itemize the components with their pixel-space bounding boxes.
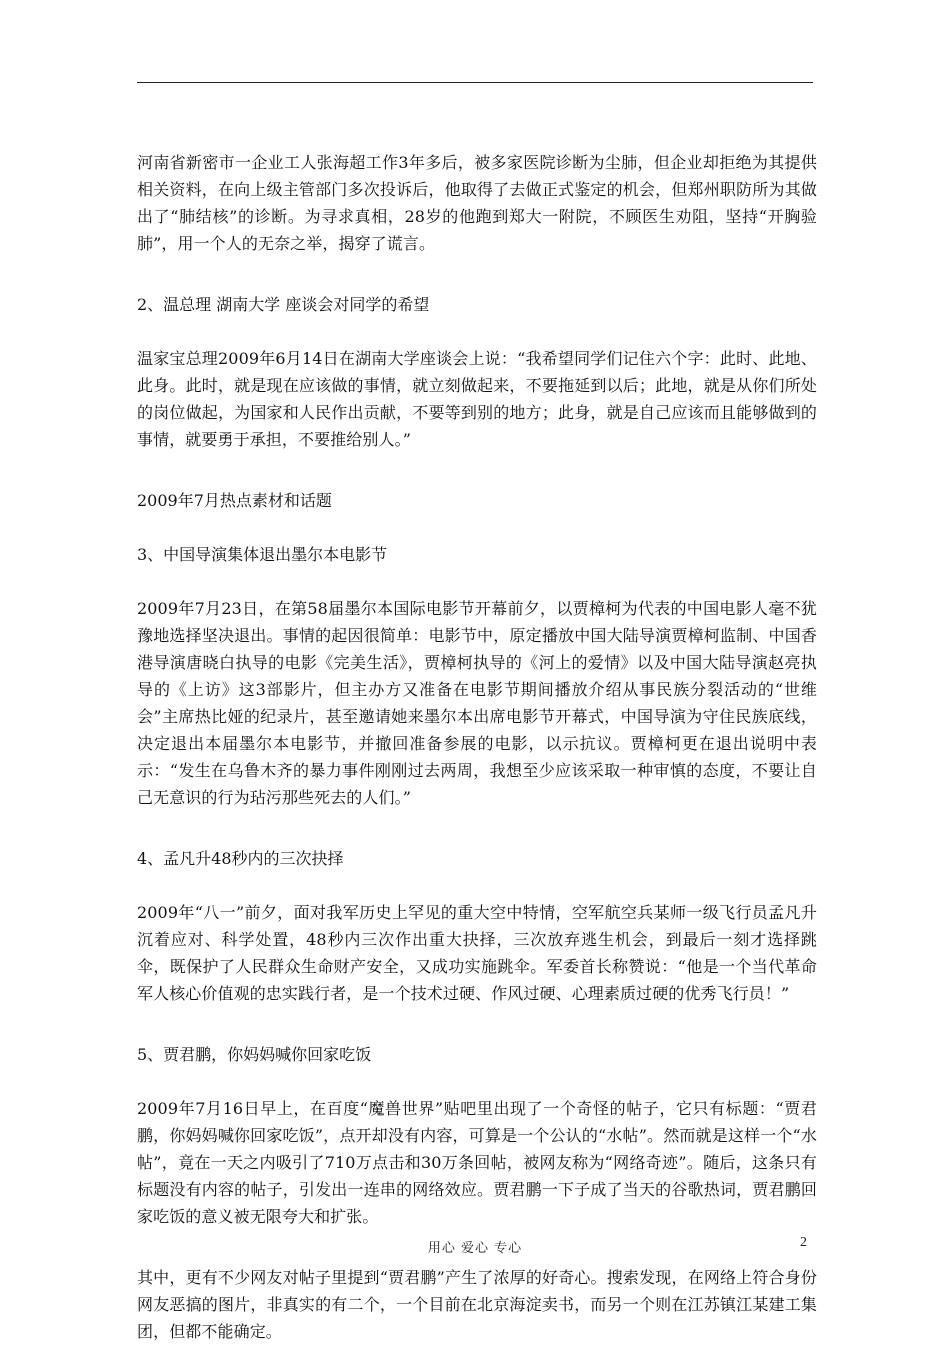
section-heading-3: 3、中国导演集体退出墨尔本电影节 [137, 545, 388, 564]
paragraph-meng-fansheng: 2009年“八一”前夕，面对我军历史上罕见的重大空中特情，空军航空兵某师一级飞行员孟凡升沉着应对、科学处置，48秒内三次作出重大抉择，三次放弃逃生机会，到最后一刻才选择跳伞，既保护了人民群众生命财产安全，又成功实施跳伞。军委首长称赞说：“他是一个当代革命军人核心价值观的忠实践行者，是一个技术过硬、作风过硬、心理素质过硬的优秀飞行员！” [137, 903, 817, 1003]
header-rule [137, 82, 813, 83]
footer-slogan: 用心 爱心 专心 [427, 1241, 523, 1256]
section-heading-4: 4、孟凡升48秒内的三次抉择 [137, 849, 344, 868]
topic-heading-july: 2009年7月热点素材和话题 [137, 491, 332, 510]
paragraph-zhang-haichao: 河南省新密市一企业工人张海超工作3年多后，被多家医院诊断为尘肺，但企业却拒绝为其提供相关资料，在向上级主管部门多次投诉后，他取得了去做正式鉴定的机会，但郑州职防所为其做出了“肺结核”的诊断。为寻求真相，28岁的他跑到郑大一附院，不顾医生劝阻，坚持“开胸验肺”，用一个人的无奈之举，揭穿了谎言。 [137, 153, 817, 253]
paragraph-netizens: 其中，更有不少网友对帖子里提到“贾君鹏”产生了浓厚的好奇心。搜索发现，在网络上符合身份网友恶搞的图片，非真实的有二个，一个目前在北京海淀卖书，而另一个则在江苏镇江某建工集团，但都不能确定。 [137, 1268, 817, 1341]
section-heading-5: 5、贾君鹏，你妈妈喊你回家吃饭 [137, 1045, 372, 1064]
section-heading-2: 2、温总理 湖南大学 座谈会对同学的希望 [137, 295, 430, 314]
paragraph-jia-junpeng: 2009年7月16日早上，在百度“魔兽世界”贴吧里出现了一个奇怪的帖子，它只有标题：“贾君鹏，你妈妈喊你回家吃饭”，点开却没有内容，可算是一个公认的“水帖”。然而就是这样一个“水帖”，竟在一天之内吸引了710万点击和30万条回帖，被网友称为“网络奇迹”。随后，这条只有标题没有内容的帖子，引发出一连串的网络效应。贾君鹏一下子成了当天的谷歌热词，贾君鹏回家吃饭的意义被无限夸大和扩张。 [137, 1099, 817, 1226]
document-body [137, 149, 817, 1345]
page-number: 2 [800, 1235, 807, 1250]
paragraph-melbourne-festival: 2009年7月23日，在第58届墨尔本国际电影节开幕前夕，以贾樟柯为代表的中国电影人毫不犹豫地选择坚决退出。事情的起因很简单：电影节中，原定播放中国大陆导演贾樟柯监制、中国香港导演唐晓白执导的电影《完美生活》，贾樟柯执导的《河上的爱情》以及中国大陆导演赵亮执导的《上访》这3部影片，但主办方又准备在电影节期间播放介绍从事民族分裂活动的“世维会”主席热比娅的纪录片，甚至邀请她来墨尔本出席电影节开幕式，中国导演为守住民族底线，决定退出本届墨尔本电影节，并撤回准备参展的电影，以示抗议。贾樟柯更在退出说明中表示：“发生在乌鲁木齐的暴力事件刚刚过去两周，我想至少应该采取一种审慎的态度，不要让自己无意识的行为玷污那些死去的人们。” [137, 599, 817, 807]
paragraph-premier-speech: 温家宝总理2009年6月14日在湖南大学座谈会上说：“我希望同学们记住六个字：此时、此地、此身。此时，就是现在应该做的事情，就立刻做起来，不要拖延到以后；此地，就是从你们所处的岗位做起，为国家和人民作出贡献，不要等到别的地方；此身，就是自己应该而且能够做到的事情，就要勇于承担，不要推给别人。” [137, 349, 817, 449]
